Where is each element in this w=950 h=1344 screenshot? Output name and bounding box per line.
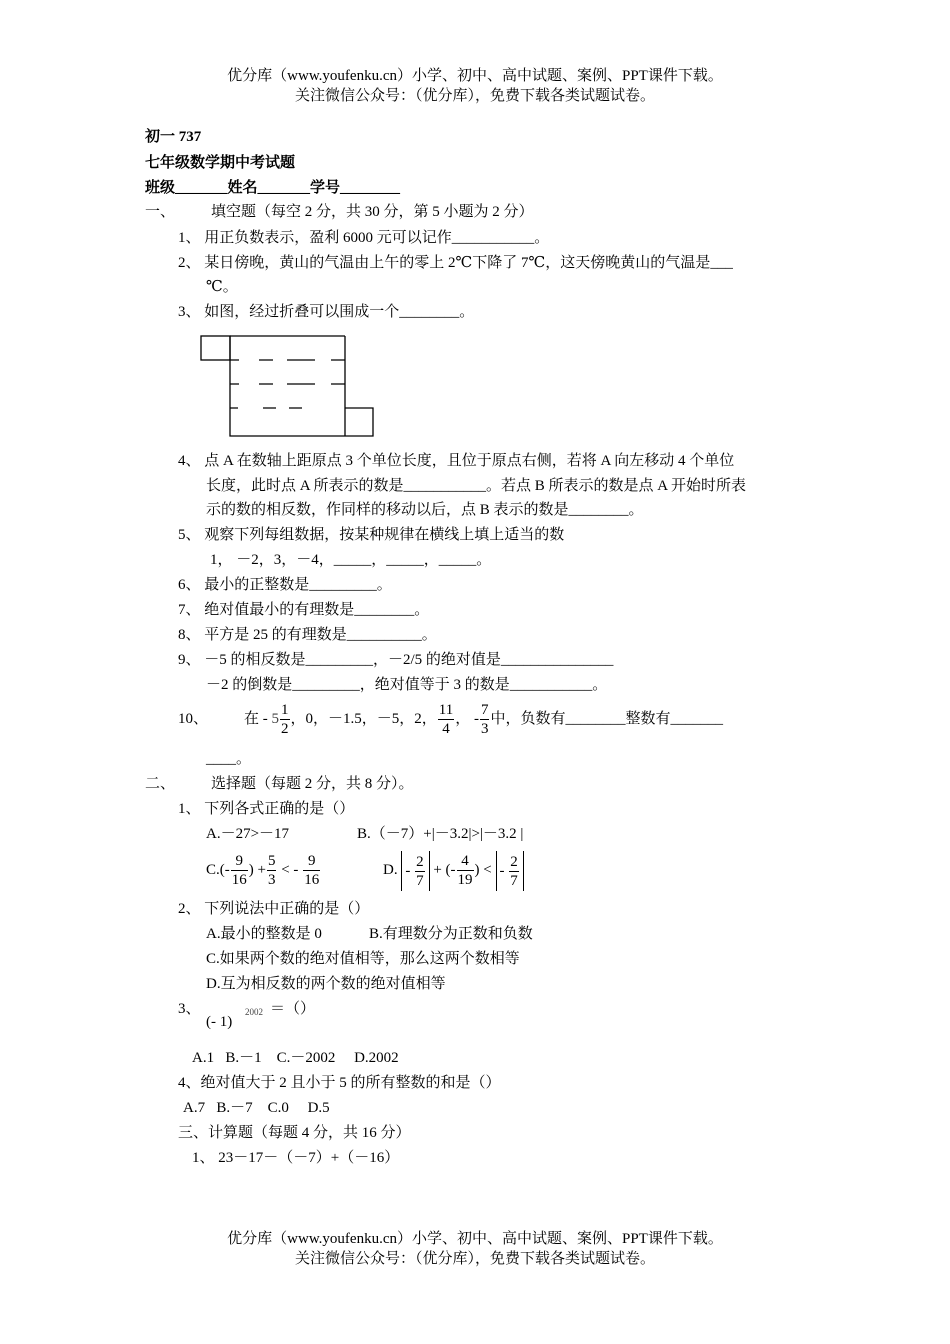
site-footer-line2: 关注微信公众号：（优分库），免费下载各类试题试卷。 [294, 1251, 655, 1267]
site-header-line1: 优分库（www.youfenku.cn）小学、初中、高中试题、案例、PPT课件下载。 [227, 68, 723, 84]
s1-question-2: 2、 某日傍晚，黄山的气温由上午的零上 2℃下降了 7℃，这天傍晚黄山的气温是___ [178, 255, 733, 271]
s2-q1-option-b: B.（－7）+|－3.2|>|－3.2 | [357, 826, 524, 842]
q10-f1-num: 1 [281, 702, 289, 719]
q1d-neg-sign-1: - [405, 862, 411, 879]
student-info-line: 班级_______姓名_______学号________ [145, 180, 401, 196]
q1d-middle: + (- [433, 862, 456, 878]
s2-q3-options: A.1 B.－1 C.－2002 D.2002 [192, 1050, 399, 1066]
net-square-top-left [201, 336, 230, 360]
section2-number: 二、 [145, 776, 176, 792]
s1-question-4-cont1: 长度，此时点 A 所表示的数是___________。若点 B 所表示的数是点 A 开始时所表 [206, 478, 747, 494]
s2-q2-option-c: C.如果两个数的绝对值相等，那么这两个数相等 [206, 951, 520, 967]
s1-question-3: 3、 如图，经过折叠可以围成一个________。 [178, 304, 475, 320]
q1d-fraction-3 [509, 853, 519, 890]
q10-separator: ， [455, 711, 471, 727]
q1c-fraction-2 [267, 852, 277, 889]
q1d-abs-value-2 [496, 851, 524, 891]
s2-q3-equals: ＝（） [270, 1001, 316, 1017]
site-header-line2: 关注微信公众号：（优分库），免费下载各类试题试卷。 [294, 88, 655, 104]
section1-heading: 填空题（每空 2 分，共 30 分，第 5 小题为 2 分） [211, 204, 534, 220]
s1-question-1: 1、 用正负数表示，盈利 6000 元可以记作___________。 [178, 230, 550, 246]
s1-question-9-cont: －2 的倒数是_________，绝对值等于 3 的数是___________。 [206, 677, 608, 693]
s2-q1-option-c [206, 850, 321, 890]
section2-heading: 选择题（每题 2 分，共 8 分）。 [211, 776, 414, 792]
site-footer-line1: 优分库（www.youfenku.cn）小学、初中、高中试题、案例、PPT课件下载。 [227, 1231, 723, 1247]
net-outline [230, 336, 373, 436]
s1-question-4-cont2: 示的数的相反数，作同样的移动以后，点 B 表示的数是________。 [206, 502, 644, 518]
q10-fraction-3 [480, 701, 490, 738]
s1-question-2-cont: ℃。 [206, 279, 238, 295]
q1d-f2-num: 4 [457, 852, 474, 871]
q1c-f2-num: 5 [267, 853, 276, 870]
q1c-f2-den: 3 [267, 872, 276, 889]
s2-question-1: 1、 下列各式正确的是（） [178, 801, 355, 817]
q10-prefix: 在 - [244, 711, 268, 727]
q1c-middle: ) + [248, 862, 266, 878]
q10-fraction-1 [280, 701, 290, 738]
cube-net-figure [195, 330, 385, 442]
s1-question-10-cont: ____。 [206, 751, 252, 767]
q1c-fraction-1 [231, 852, 248, 889]
q1d-f1-num: 2 [416, 853, 424, 870]
q1d-prefix: D. [383, 862, 398, 878]
q1c-less-than: < - [281, 862, 299, 878]
q1c-fraction-3 [303, 852, 320, 889]
q1d-neg-sign-2: - [499, 862, 505, 879]
s1-question-5: 5、 观察下列每组数据，按某种规律在横线上填上适当的数 [178, 527, 565, 543]
q1c-f1-num: 9 [231, 852, 248, 871]
q10-f1-den: 2 [281, 721, 289, 738]
s2-question-3-number: 3、 [178, 1001, 201, 1017]
q10-suffix: 中，负数有________整数有_______ [490, 711, 723, 727]
q1d-f2-den: 19 [457, 872, 473, 889]
q10-f2-den: 4 [442, 721, 450, 738]
q10-f3-num: 7 [480, 702, 489, 719]
s1-question-7: 7、 绝对值最小的有理数是________。 [178, 602, 430, 618]
s2-q2-option-b: B.有理数分为正数和负数 [369, 926, 533, 942]
s2-q1-option-a: A.－27>－17 [206, 826, 290, 842]
q10-middle: ，0，－1.5，－5，2， [290, 711, 437, 727]
s1-question-4: 4、 点 A 在数轴上距原点 3 个单位长度，且位于原点右侧，若将 A 向左移动 4 个单位 [178, 453, 735, 469]
q1d-f3-num: 2 [510, 853, 518, 870]
q1d-fraction-1 [415, 853, 425, 890]
s3-question-1: 1、 23－17－（－7）+（－16） [192, 1150, 400, 1166]
s2-q3-base: (- 1) [206, 1014, 233, 1030]
s1-question-5-sequence: 1， －2，3，－4，_____，_____，_____。 [210, 552, 492, 568]
q1d-fraction-2 [457, 852, 474, 889]
q1d-f1-den: 7 [416, 872, 424, 889]
s2-q2-option-a: A.最小的整数是 0 [206, 926, 322, 942]
s2-q4-options: A.7 B.－7 C.0 D.5 [183, 1100, 330, 1116]
paper-code: 初一 737 [145, 129, 202, 145]
q10-f3-den: 3 [480, 721, 489, 738]
q1d-f3-den: 7 [510, 872, 518, 889]
q10-fraction-2 [438, 701, 454, 738]
s2-q1-option-d [383, 850, 524, 891]
q1c-f3-num: 9 [303, 852, 320, 871]
q1c-f3-den: 16 [304, 872, 320, 889]
q10-negative-sign: - [473, 711, 479, 727]
q1d-less-than: ) < [474, 862, 492, 878]
q1d-abs-value-1 [401, 851, 429, 891]
s2-q3-exponent: 2002 [245, 1007, 263, 1017]
s1-question-9: 9、 －5 的相反数是_________，－2/5 的绝对值是_______________ [178, 652, 614, 668]
s1-question-10-number: 10、 [178, 711, 209, 727]
q10-f2-num: 11 [438, 702, 454, 719]
s2-question-2: 2、 下列说法中正确的是（） [178, 901, 370, 917]
section1-number: 一、 [145, 204, 176, 220]
section3-heading: 三、计算题（每题 4 分，共 16 分） [178, 1125, 411, 1141]
q1c-f1-den: 16 [231, 872, 247, 889]
s1-question-6: 6、 最小的正整数是_________。 [178, 577, 392, 593]
s2-question-4: 4、绝对值大于 2 且小于 5 的所有整数的和是（） [178, 1075, 501, 1091]
s1-question-10 [244, 699, 723, 739]
q10-mixed-int: 5 [271, 711, 279, 727]
paper-title: 七年级数学期中考试题 [145, 155, 296, 171]
s1-question-8: 8、 平方是 25 的有理数是__________。 [178, 627, 437, 643]
q1c-prefix: C.(- [206, 862, 230, 878]
s2-q2-option-d: D.互为相反数的两个数的绝对值相等 [206, 976, 446, 992]
